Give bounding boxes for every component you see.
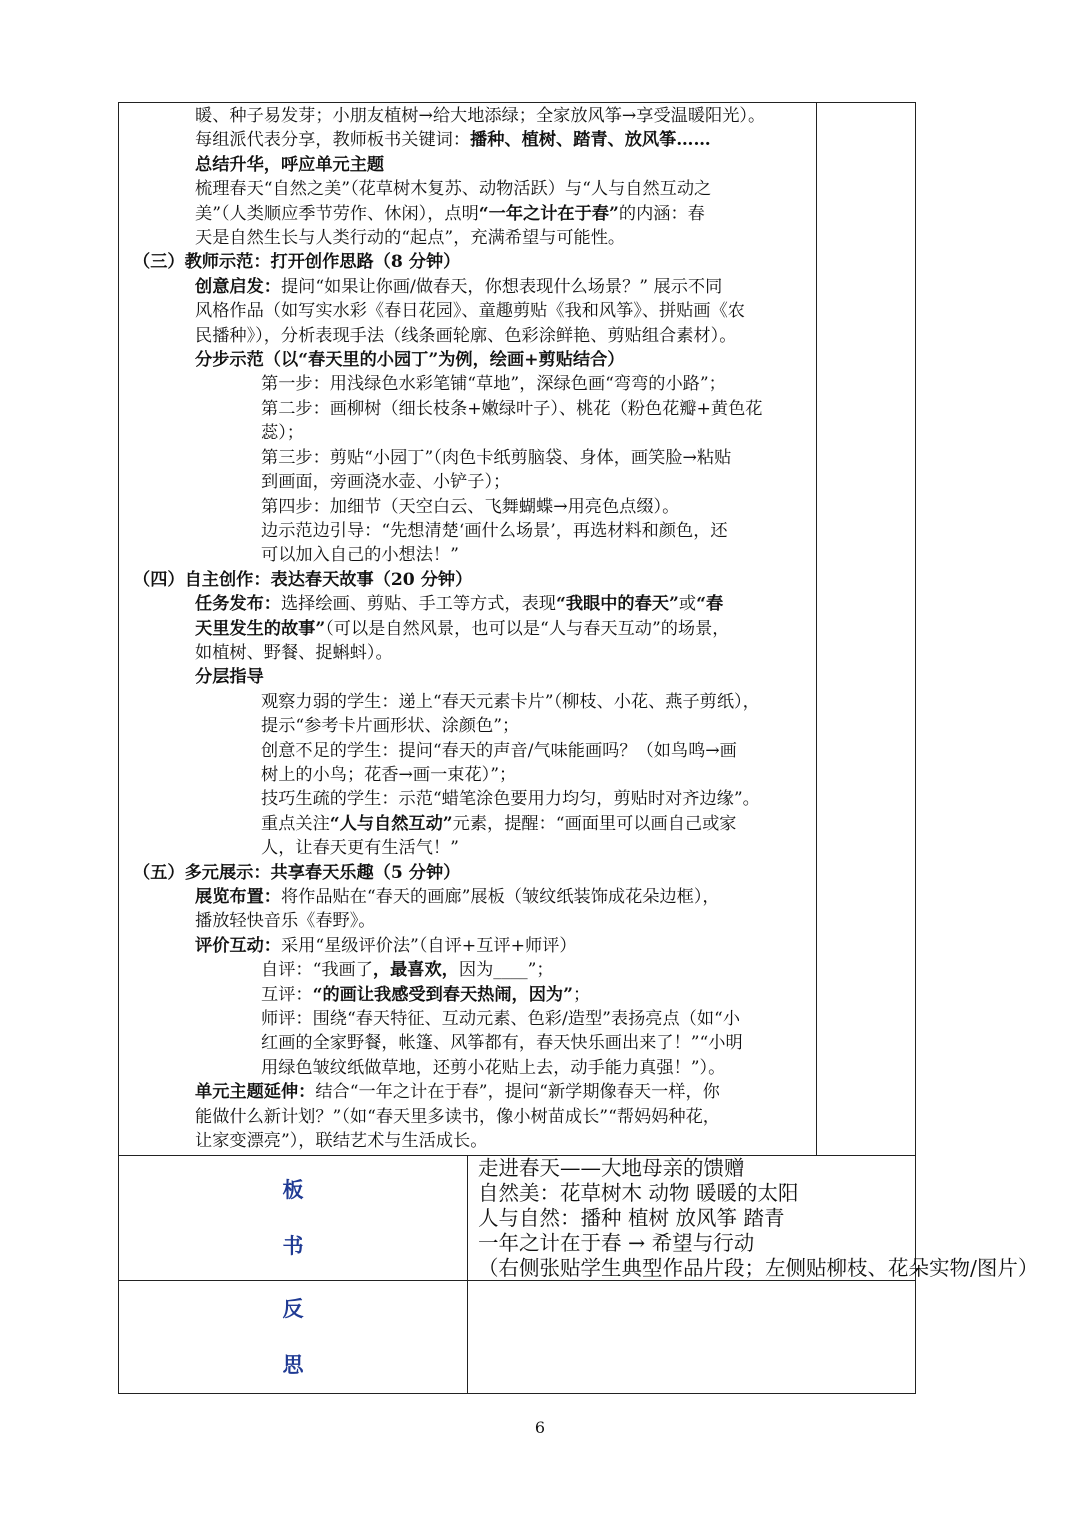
text-run: 天是自然生长与人类行动的“起点”，充满希望与可能性。 (195, 228, 626, 249)
lesson-plan-table (118, 102, 1039, 1394)
bold-text: 任务发布： (195, 594, 281, 615)
text-run: 梳理春天“自然之美”（花草树木复苏、动物活跃）与“人与自然互动之 (195, 179, 712, 200)
text-run: （可以是自然风景，也可以是“人与春天互动”的场景， (325, 618, 730, 639)
board-row (119, 1156, 916, 1281)
lesson-line (133, 421, 810, 445)
bold-text: “一年之计在于春” (478, 203, 619, 224)
lesson-line (133, 470, 810, 494)
lesson-line (133, 1129, 810, 1153)
text-run: 播放轻快音乐《春野》。 (195, 911, 376, 932)
lesson-line (133, 909, 810, 933)
text-run: 自评：“我画了 (261, 960, 373, 981)
lesson-line (133, 324, 810, 348)
lesson-line (133, 714, 810, 738)
lesson-line (133, 690, 810, 714)
lesson-line (133, 934, 810, 958)
text-run: 提示“参考卡片画形状、涂颜色”； (261, 716, 520, 737)
bold-text: 分步示范（以“春天里的小园丁”为例，绘画+剪贴结合） (195, 350, 625, 371)
reflection-content-cell (468, 1281, 916, 1394)
text-run: 第四步：加细节（天空白云、飞舞蝴蝶→用亮色点缀）。 (261, 496, 680, 517)
board-title: 走进春天——大地母亲的馈赠 (478, 1156, 745, 1181)
board-label: 板 书 (282, 1177, 304, 1259)
lesson-line (133, 763, 810, 787)
process-cell (119, 103, 817, 1156)
text-run: 树上的小鸟；花香→画一束花）”； (261, 764, 517, 785)
lesson-content (119, 103, 816, 1155)
lesson-line (133, 1031, 810, 1055)
text-run: 民播种》），分析表现手法（线条画轮廓、色彩涂鲜艳、剪贴组合素材）。 (195, 325, 737, 346)
board-content-cell (468, 1156, 1039, 1281)
bold-text: （四）自主创作：表达春天故事（20 分钟） (133, 569, 473, 590)
text-run: 可以加入自己的小想法！” (261, 545, 459, 566)
text-run: 元素，提醒：“画面里可以画自己或家 (452, 813, 737, 834)
board-line: 自然美：花草树木 动物 暖暖的太阳 (478, 1181, 799, 1206)
bold-text: 单元主题延伸： (195, 1082, 316, 1103)
bold-text: 总结升华，呼应单元主题 (195, 154, 385, 175)
bold-text: （五）多元展示：共享春天乐趣（5 分钟） (133, 862, 461, 883)
text-run: 互评： (261, 984, 313, 1005)
text-run: 能做什么新计划？”（如“春天里多读书，像小树苗成长”“帮妈妈种花， (195, 1106, 720, 1127)
text-run: 边示范边引导：“先想清楚‘画什么场景’，再选材料和颜色，还 (261, 520, 728, 541)
text-run: 美”（人类顺应季节劳作、休闲），点明 (195, 203, 479, 224)
lesson-line (133, 177, 810, 201)
bold-text: “的画让我感受到春天热闹，因为” (312, 984, 573, 1005)
lesson-line (133, 372, 810, 396)
lesson-line (133, 885, 810, 909)
text-run: 如植树、野餐、捉蝌蚪）。 (195, 642, 393, 663)
lesson-line (133, 617, 810, 641)
lesson-line (133, 1080, 810, 1104)
lesson-line (133, 812, 810, 836)
text-run: 红画的全家野餐，帐篷、风筝都有，春天快乐画出来了！”“小明 (261, 1033, 743, 1054)
bold-text: 展览布置： (195, 887, 281, 907)
bold-text: “人与自然互动” (329, 813, 453, 834)
page-number: 6 (534, 1418, 546, 1437)
text-run: 重点关注 (261, 813, 330, 834)
lesson-line (133, 519, 810, 543)
lesson-line (133, 299, 810, 323)
board-content (468, 1156, 1039, 1280)
text-run: 采用“星级评价法”（自评+互评+师评） (280, 935, 577, 956)
text-run: 技巧生疏的学生：示范“蜡笔涂色要用力均匀，剪贴时对齐边缘”。 (261, 789, 760, 810)
lesson-line (133, 836, 810, 860)
text-run: 暖、种子易发芽；小朋友植树→给大地添绿；全家放风筝→享受温暖阳光）。 (195, 106, 766, 126)
bold-text: 播种、植树、踏青、放风筝…… (470, 130, 711, 151)
text-run: 选择绘画、剪贴、手工等方式，表现 (280, 594, 556, 615)
text-run: 将作品贴在“春天的画廊”展板（皱纹纸装饰成花朵边框）， (280, 887, 720, 907)
text-run: 提问“如果让你画/做春天，你想表现什么场景？” 展示不同 (280, 276, 723, 297)
lesson-line (133, 665, 810, 689)
text-run: 师评：围绕“春天特征、互动元素、色彩/造型”表扬亮点（如“小 (261, 1009, 741, 1030)
bold-text: 评价互动： (195, 935, 281, 956)
bold-text: 分层指导 (195, 667, 264, 688)
bold-text: ，最喜欢， (372, 960, 459, 981)
text-run: 的内涵：春 (618, 203, 705, 224)
lesson-line (133, 1105, 810, 1129)
lesson-line (133, 202, 810, 226)
lesson-line (133, 958, 810, 982)
lesson-line (133, 1056, 810, 1080)
section-heading (133, 250, 810, 274)
bold-text: 天里发生的故事” (195, 618, 326, 639)
lesson-line (133, 226, 810, 250)
section-heading (133, 861, 810, 885)
lesson-line (133, 983, 810, 1007)
board-note: （右侧张贴学生典型作品片段；左侧贴柳枝、花朵实物/图片） (478, 1255, 1039, 1280)
lesson-line (133, 446, 810, 470)
text-run: 让家变漂亮”），联结艺术与生活成长。 (195, 1131, 488, 1152)
reflection-row (119, 1281, 916, 1394)
bold-text: （三）教师示范：打开创作思路（8 分钟） (133, 252, 461, 273)
lesson-line (133, 104, 810, 128)
text-run: 风格作品（如写实水彩《春日花园》、童趣剪贴《我和风筝》、拼贴画《农 (195, 301, 745, 322)
text-run: 到画面，旁画浇水壶、小铲子）； (261, 472, 511, 493)
lesson-line (133, 275, 810, 299)
lesson-line (133, 397, 810, 421)
lesson-line (133, 592, 810, 616)
text-run: ； (572, 984, 591, 1005)
lesson-line (133, 543, 810, 567)
lesson-line (133, 153, 810, 177)
reflection-label-cell (119, 1281, 468, 1394)
lesson-line (133, 348, 810, 372)
text-run: 或 (678, 594, 697, 615)
text-run: 创意不足的学生：提问“春天的声音/气味能画吗？（如鸟鸣→画 (261, 740, 737, 761)
text-run: 结合“一年之计在于春”，提问“新学期像春天一样，你 (315, 1082, 720, 1103)
lesson-line (133, 495, 810, 519)
process-row (119, 103, 916, 1156)
bold-text: “春 (696, 594, 724, 615)
lesson-line (133, 739, 810, 763)
text-run: 因为____”； (458, 960, 554, 981)
lesson-line (133, 641, 810, 665)
text-run: 用绿色皱纹纸做草地，还剪小花贴上去，动手能力真强！”）。 (261, 1057, 726, 1078)
board-label-cell (119, 1156, 468, 1281)
text-run: 观察力弱的学生：递上“春天元素卡片”（柳枝、小花、燕子剪纸）， (261, 691, 760, 712)
lesson-line (133, 787, 810, 811)
section-heading (133, 568, 810, 592)
text-run: 第二步：画柳树（细长枝条+嫩绿叶子）、桃花（粉色花瓣+黄色花 (261, 398, 763, 419)
lesson-line (133, 128, 810, 152)
text-run: 蕊）； (261, 423, 304, 444)
reflection-label: 反 思 (282, 1296, 304, 1378)
notes-cell (817, 103, 916, 1156)
lesson-line (133, 1007, 810, 1031)
text-run: 人，让春天更有生活气！” (261, 838, 459, 859)
text-run: 每组派代表分享，教师板书关键词： (195, 130, 471, 151)
board-line: 一年之计在于春 → 希望与行动 (478, 1230, 755, 1255)
text-run: 第三步：剪贴“小园丁”（肉色卡纸剪脑袋、身体，画笑脸→粘贴 (261, 447, 732, 468)
text-run: 第一步：用浅绿色水彩笔铺“草地”，深绿色画“弯弯的小路”； (261, 374, 726, 395)
board-line: 人与自然：播种 植树 放风筝 踏青 (478, 1206, 785, 1231)
bold-text: 创意启发： (195, 276, 281, 297)
bold-text: “我眼中的春天” (555, 594, 679, 615)
